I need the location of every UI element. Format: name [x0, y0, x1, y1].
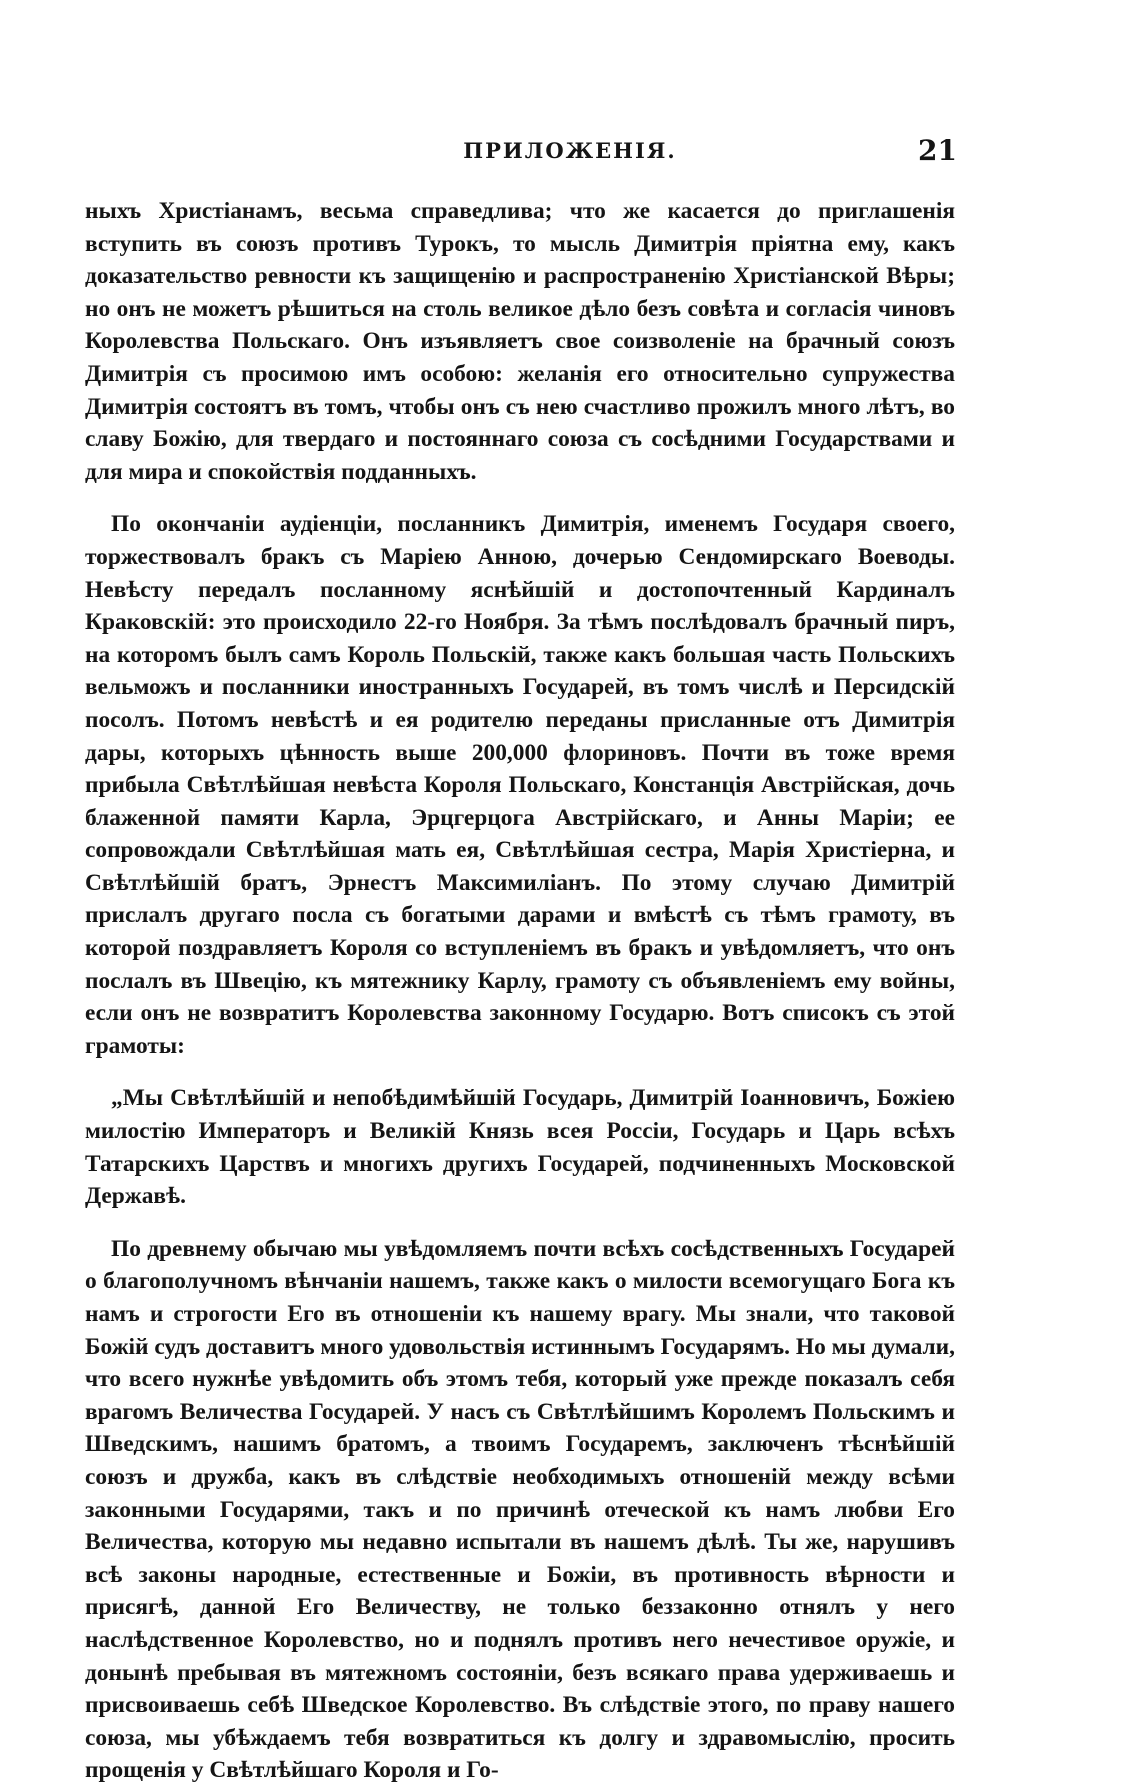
page-body [85, 195, 955, 1787]
running-header-title: ПРИЛОЖЕНІЯ. [463, 138, 677, 163]
page-number: 21 [918, 134, 957, 167]
paragraph-charter-opening: „Мы Свѣтлѣйшій и непобѣдимѣйшій Государь, Димитрій Іоанновичъ, Божіею милостію Императоръ и Великій Князь всея Россіи, Государь и Царь всѣхъ Татарскихъ Царствъ и многихъ другихъ Государей, подчиненныхъ Московской Державѣ. [85, 1085, 955, 1210]
paragraph-charter-body: По древнему обычаю мы увѣдомляемъ почти всѣхъ сосѣдственныхъ Государей о благополучномъ вѣнчаніи нашемъ, также какъ о милости всемогущаго Бога къ намъ и строгости Его въ отношеніи къ нашему врагу. Мы знали, что таковой Божій судъ доставитъ много удовольствія истиннымъ Государямъ. Но мы думали, что всего нужнѣе увѣдомить объ этомъ тебя, который уже прежде показалъ себя врагомъ Величества Государей. У насъ съ Свѣтлѣйшимъ Королемъ Польскимъ и Шведскимъ, нашимъ братомъ, а твоимъ Государемъ, заключенъ тѣснѣйшій союзъ и дружба, какъ въ слѣдствіе необходимыхъ отношеній между всѣми законными Государями, такъ и по причинѣ отеческой къ намъ любви Его Величества, которую мы недавно испытали въ нашемъ дѣлѣ. Ты же, нарушивъ всѣ законы народные, естественные и Божіи, въ противность вѣрности и присягѣ, данной Его Величеству, не только беззаконно отнялъ у него наслѣдственное Королевство, но и поднялъ противъ него нечестивое оружіе, и донынѣ пребывая въ мятежномъ состояніи, безъ всякаго права удерживаешь и присвоиваешь себѣ Шведское Королевство. Въ слѣдствіе этого, по праву нашего союза, мы убѣждаемъ тебя возвратиться къ долгу и здравомыслію, просить прощенія у Свѣтлѣйшаго Короля и Го- [85, 1235, 955, 1784]
running-header [0, 134, 1140, 172]
paragraph-continuation: ныхъ Христіанамъ, весьма справедлива; что же касается до приглашенія вступить въ союзъ противъ Турокъ, то мысль Димитрія пріятна ему, какъ доказательство ревности къ защищенію и распространенію Христіанской Вѣры; но онъ не можетъ рѣшиться на столь великое дѣло безъ совѣта и согласія чиновъ Королевства Польскаго. Онъ изъявляетъ свое соизволеніе на брачный союзъ Димитрія съ просимою имъ особою: желанія его относительно супружества Димитрія состоятъ въ томъ, чтобы онъ съ нею счастливо прожилъ много лѣтъ, во славу Божію, для твердаго и постояннаго союза съ сосѣдними Государствами и для мира и спокойствія подданныхъ. [85, 198, 955, 485]
paragraph-audience: По окончаніи аудіенціи, посланникъ Димитрія, именемъ Государя своего, торжествовалъ бракъ съ Маріею Анною, дочерью Сендомирскаго Воеводы. Невѣсту передалъ посланному яснѣйшій и достопочтенный Кардиналъ Краковскій: это происходило 22-го Ноября. За тѣмъ послѣдовалъ брачный пиръ, на которомъ былъ самъ Король Польскій, также какъ большая часть Польскихъ вельможъ и посланники иностранныхъ Государей, въ томъ числѣ и Персидскій посолъ. Потомъ невѣстѣ и ея родителю переданы присланные отъ Димитрія дары, которыхъ цѣнность выше 200,000 флориновъ. Почти въ тоже время прибыла Свѣтлѣйшая невѣста Короля Польскаго, Констанція Австрійская, дочь блаженной памяти Карла, Эрцгерцога Австрійскаго, и Анны Маріи; ее сопровождали Свѣтлѣйшая мать ея, Свѣтлѣйшая сестра, Марія Христіерна, и Свѣтлѣйшій братъ, Эрнестъ Максимиліанъ. По этому случаю Димитрій прислалъ другаго посла съ богатыми дарами и вмѣстѣ съ тѣмъ грамоту, въ которой поздравляетъ Короля со вступленіемъ въ бракъ и увѣдомляетъ, что онъ послалъ въ Швецію, къ мятежнику Карлу, грамоту съ объявленіемъ ему войны, если онъ не возвратитъ Королевства законному Государю. Вотъ списокъ съ этой грамоты: [85, 511, 955, 1059]
